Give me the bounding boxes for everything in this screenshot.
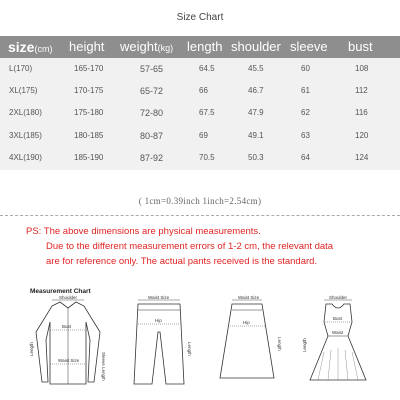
cell-weight: 65-72: [140, 86, 164, 96]
pants-length-label: Length: [187, 342, 192, 356]
ps-note-line-1: PS: The above dimensions are physical measurements.: [26, 226, 261, 237]
cell-size: XL(175): [9, 86, 38, 95]
cell-bust: 116: [355, 108, 368, 117]
skirt-hip-label: Hip: [243, 320, 250, 325]
cell-sleeve: 62: [301, 108, 310, 117]
cell-size: L(170): [9, 64, 33, 73]
unit-conversion-note: ( 1cm=0.39inch 1inch=2.54cm): [138, 196, 262, 206]
pants-waist-label: Waist Size: [148, 295, 170, 300]
cell-sleeve: 63: [301, 131, 310, 140]
dashed-divider: [0, 215, 400, 217]
table-row: [0, 108, 400, 130]
skirt-diagram-icon: [212, 292, 282, 392]
cell-weight: 80-87: [140, 131, 164, 141]
cell-height: 180-185: [74, 131, 104, 140]
cell-size: 4XL(190): [9, 153, 42, 162]
dress-bust-label: Bust: [333, 316, 343, 321]
cell-length: 66: [199, 86, 208, 95]
dress-diagram-icon: [298, 292, 378, 392]
header-weight: weight(kg): [120, 39, 174, 54]
cell-sleeve: 60: [301, 64, 310, 73]
table-row: [0, 131, 400, 153]
dress-shoulder-label: Shoulder: [329, 295, 348, 300]
cell-size: 3XL(185): [9, 131, 42, 140]
cell-length: 70.5: [199, 153, 215, 162]
header-size: size(cm): [8, 39, 53, 55]
cell-length: 64.5: [199, 64, 215, 73]
shirt-bust-label: Bust: [62, 324, 72, 329]
cell-bust: 112: [355, 86, 368, 95]
size-table: [0, 36, 400, 170]
pants-hip-label: Hip: [155, 318, 162, 323]
page-title: Size Chart: [176, 12, 224, 23]
cell-shoulder: 46.7: [248, 86, 264, 95]
shirt-shoulder-label: Shoulder: [59, 295, 78, 300]
cell-size: 2XL(180): [9, 108, 42, 117]
cell-weight: 57-65: [140, 64, 164, 74]
cell-length: 67.5: [199, 108, 215, 117]
dress-waist-label: Waist: [332, 330, 344, 335]
cell-shoulder: 47.9: [248, 108, 264, 117]
skirt-length-label: Length: [277, 337, 282, 351]
cell-bust: 120: [355, 131, 369, 140]
cell-length: 69: [199, 131, 208, 140]
shirt-length-label: Length: [29, 342, 34, 356]
cell-weight: 87-92: [140, 153, 164, 163]
cell-bust: 124: [355, 153, 369, 162]
table-row: [0, 153, 400, 175]
ps-note-line-3: are for reference only. The actual pants received is the standard.: [46, 256, 318, 267]
shirt-waist-label: Waist Size: [58, 358, 80, 363]
header-bust: bust: [348, 39, 373, 54]
header-size-unit: (cm): [34, 44, 53, 54]
header-weight-unit: (kg): [157, 43, 174, 53]
skirt-waist-label: Waist Size: [238, 295, 260, 300]
header-length: length: [187, 39, 223, 54]
cell-sleeve: 61: [301, 86, 310, 95]
table-header: [0, 36, 400, 58]
pants-diagram-icon: [124, 292, 194, 392]
header-shoulder: shoulder: [231, 39, 281, 54]
cell-shoulder: 45.5: [248, 64, 264, 73]
cell-sleeve: 64: [301, 153, 310, 162]
cell-shoulder: 49.1: [248, 131, 264, 140]
shirt-sleeve-label: Sleeve Length: [101, 352, 106, 381]
header-height: height: [69, 39, 105, 54]
cell-height: 165-170: [74, 64, 104, 73]
measurement-chart-title: Measurement Chart: [30, 288, 91, 295]
table-row: [0, 86, 400, 108]
cell-weight: 72-80: [140, 108, 164, 118]
cell-height: 170-175: [74, 86, 104, 95]
shirt-diagram-icon: [28, 292, 108, 392]
cell-height: 185-190: [74, 153, 104, 162]
header-sleeve: sleeve: [290, 39, 328, 54]
cell-shoulder: 50.3: [248, 153, 264, 162]
cell-bust: 108: [355, 64, 369, 73]
cell-height: 175-180: [74, 108, 104, 117]
ps-note-line-2: Due to the different measurement errors of 1-2 cm, the relevant data: [46, 241, 334, 252]
table-row: [0, 64, 400, 86]
dress-length-label: Length: [302, 338, 307, 352]
